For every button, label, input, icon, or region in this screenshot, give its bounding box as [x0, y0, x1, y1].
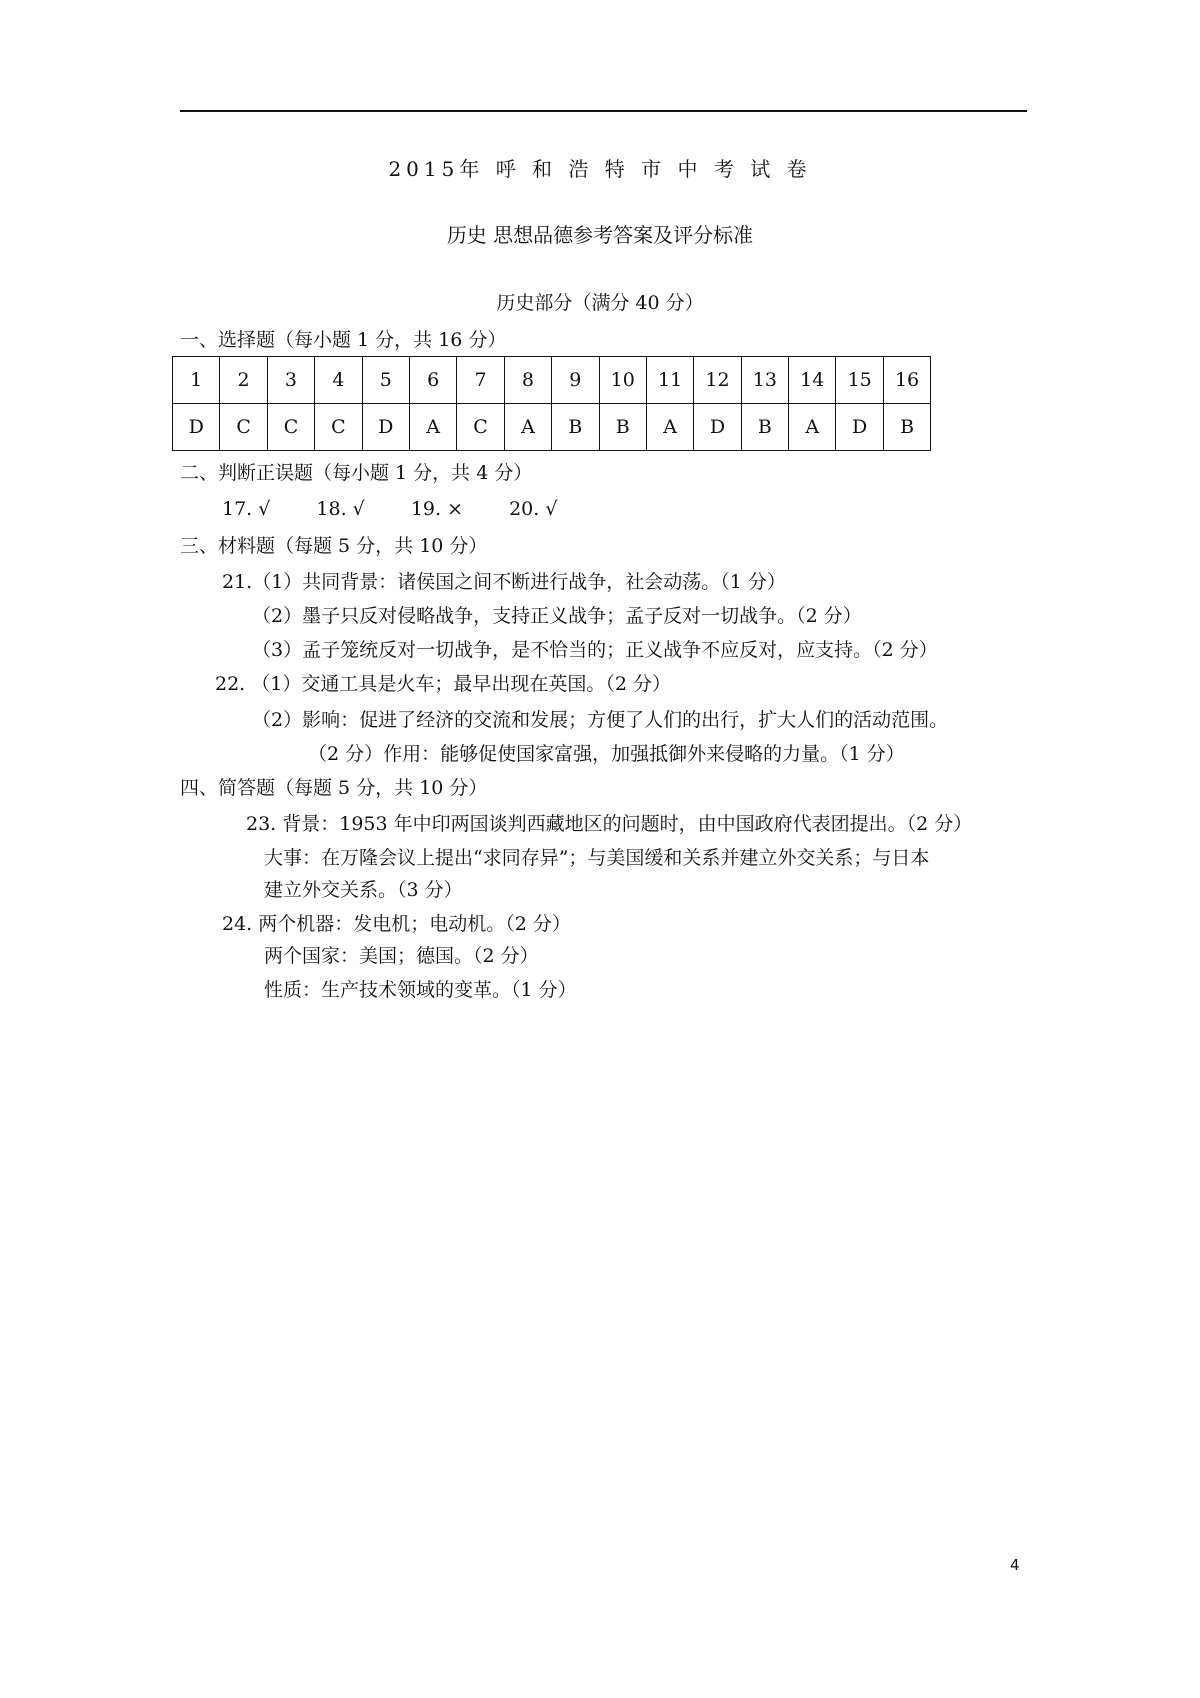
answer-cell: A: [409, 404, 456, 451]
tf-answer: 19. ×: [410, 498, 464, 520]
section2-heading: 二、判断正误题（每小题 1 分，共 4 分）: [180, 462, 533, 484]
answer-cell: B: [552, 404, 599, 451]
answer-cell: A: [504, 404, 551, 451]
answer-line: （3）孟子笼统反对一切战争，是不恰当的；正义战争不应反对，应支持。（2 分）: [252, 639, 938, 661]
question-number: 14: [789, 357, 836, 404]
question-number: 5: [362, 357, 409, 404]
question-number: 11: [646, 357, 693, 404]
answer-line: 22. （1）交通工具是火车；最早出现在英国。（2 分）: [215, 673, 671, 695]
answer-cell: A: [789, 404, 836, 451]
tf-answer: 18. √: [316, 498, 365, 520]
answer-cell: C: [267, 404, 314, 451]
answer-line: （2）影响：促进了经济的交流和发展；方便了人们的出行，扩大人们的活动范围。: [252, 709, 949, 731]
part-title: 历史部分（满分 40 分）: [496, 292, 704, 314]
answer-cell: D: [362, 404, 409, 451]
answer-cell: D: [694, 404, 741, 451]
answer-cell: A: [646, 404, 693, 451]
question-number: 13: [741, 357, 788, 404]
true-false-answers: [222, 496, 597, 522]
question-number: 3: [267, 357, 314, 404]
question-number: 12: [694, 357, 741, 404]
question-number: 2: [220, 357, 267, 404]
answer-table: [172, 356, 931, 451]
section3-heading: 三、材料题（每题 5 分，共 10 分）: [180, 535, 488, 557]
question-number: 1: [173, 357, 220, 404]
question-number: 9: [552, 357, 599, 404]
answer-line: 大事：在万隆会议上提出“求同存异”；与美国缓和关系并建立外交关系；与日本: [264, 847, 930, 869]
answer-cell: B: [883, 404, 930, 451]
tf-answer: 20. √: [509, 498, 558, 520]
question-number: 15: [836, 357, 883, 404]
page-number: 4: [1010, 1556, 1020, 1574]
header-rule: [180, 110, 1027, 112]
answer-cell: D: [836, 404, 883, 451]
question-number: 4: [315, 357, 362, 404]
tf-answer: 17. √: [222, 498, 271, 520]
question-number: 7: [457, 357, 504, 404]
answer-line: 21.（1）共同背景：诸侯国之间不断进行战争，社会动荡。（1 分）: [222, 571, 786, 593]
answer-line: 24. 两个机器：发电机；电动机。（2 分）: [222, 913, 571, 935]
answer-key-subtitle: 历史 思想品德参考答案及评分标准: [446, 223, 754, 247]
table-row-answers: [173, 404, 931, 451]
answer-cell: C: [220, 404, 267, 451]
question-number: 6: [409, 357, 456, 404]
answer-cell: D: [173, 404, 220, 451]
exam-title: 2015年 呼 和 浩 特 市 中 考 试 卷: [388, 157, 812, 181]
table-row-numbers: [173, 357, 931, 404]
answer-line: 23. 背景：1953 年中印两国谈判西藏地区的问题时，由中国政府代表团提出。（2 分）: [246, 813, 973, 835]
answer-cell: B: [741, 404, 788, 451]
answer-line: （2 分）作用：能够促使国家富强，加强抵御外来侵略的力量。（1 分）: [308, 743, 905, 765]
section1-heading: 一、选择题（每小题 1 分，共 16 分）: [180, 329, 507, 351]
question-number: 8: [504, 357, 551, 404]
answer-line: 两个国家：美国；德国。（2 分）: [264, 945, 539, 967]
answer-cell: C: [315, 404, 362, 451]
answer-line: 建立外交关系。（3 分）: [264, 879, 463, 901]
answer-cell: C: [457, 404, 504, 451]
question-number: 10: [599, 357, 646, 404]
question-number: 16: [883, 357, 930, 404]
answer-line: 性质：生产技术领域的变革。（1 分）: [264, 979, 577, 1001]
section4-heading: 四、简答题（每题 5 分，共 10 分）: [180, 777, 488, 799]
answer-line: （2）墨子只反对侵略战争，支持正义战争；孟子反对一切战争。（2 分）: [252, 605, 862, 627]
answer-cell: B: [599, 404, 646, 451]
